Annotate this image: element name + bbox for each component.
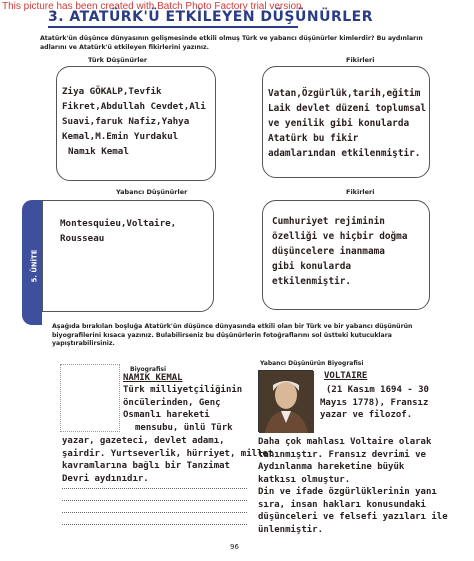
turkish-photo-box [60,364,120,432]
ideas-heading-foreign: Fikirleri [346,188,375,196]
foreign-bio-line: Din ve ifade özgürlüklerinin yanı [258,487,437,497]
foreign-bio-body [258,436,448,536]
turkish-bio-line: yazar, gazeteci, devlet adamı, [62,436,225,446]
foreign-bio-line: (21 Kasım 1694 - 30 [326,385,429,395]
turkish-bio-line: Osmanlı hareketi [123,410,210,420]
turkish-ideas-list [268,86,426,161]
turkish-thinkers-list [62,84,206,159]
foreign-bio-name: VOLTAIRE [324,371,368,381]
foreign-bio-line: sıra, insan hakları konusundaki [258,499,426,510]
page-number: 96 [230,543,239,551]
biography-instructions: Aşağıda bırakılan boşluğa Atatürk'ün düşünce dünyasında etkili olan bir Türk ve bir yabancı düşünürün biyografilerini kısaca yazınız. Bulabilirseniz bu düşünürlerin fotoğraflarını sol üstteki kutucuklara yapıştırabilirsiniz. [52,323,413,347]
foreign-ideas-line: gibi konularda [272,261,352,272]
turkish-thinkers-line: Namık Kemal [68,146,129,157]
title-underline [48,26,298,28]
turkish-bio-line: öncülerinden, Genç [123,397,221,408]
voltaire-portrait [258,370,313,432]
turkish-thinkers-heading: Türk Düşünürler [88,56,148,64]
foreign-ideas-line: etkilenmiştir. [272,276,352,287]
turkish-bio-line: mensubu, ünlü Türk [135,422,233,433]
turkish-thinkers-line: Fikret,Abdullah Cevdet,Ali [62,101,206,112]
turkish-bio-line: şairdir. Yurtseverlik, hürriyet, millet [62,448,274,459]
turkish-ideas-line: adamlarından etkilenmiştir. [268,148,421,159]
foreign-thinkers-heading: Yabancı Düşünürler [116,188,188,196]
foreign-ideas-line: özelliği ve hiçbir doğma [272,231,408,242]
foreign-thinkers-line: Rousseau [60,233,105,244]
intro-text: Atatürk'ün düşünce dünyasının gelişmesinde etkili olmuş Türk ve yabancı düşünürler kimlerdir? Bu aydınların adlarını ve Atatürk'ü etkileyen fikirlerini yazınız. [40,35,423,51]
blank-line [62,488,247,489]
turkish-bio-line: Türk milliyetçiliğinin [123,385,243,395]
foreign-ideas-line: düşüncelere inanmama [272,246,385,257]
turkish-bio-heading: Biyografisi [130,366,167,373]
turkish-bio-line: Devri aydınıdır. [62,473,149,484]
turkish-bio-blank-lines [62,488,247,525]
page-title: 3. ATATÜRK'Ü ETKİLEYEN DÜŞÜNÜRLER [48,9,373,25]
turkish-ideas-line: ve yenilik gibi konularda [268,118,410,129]
blank-line [62,512,247,513]
foreign-thinkers-line: Montesquieu,Voltaire, [60,218,177,229]
foreign-bio-line: Mayıs 1778), Fransız [320,397,429,408]
unit-tab-label: 5. ÜNİTE [30,249,39,283]
turkish-bio-intro [123,384,242,434]
turkish-bio-line: kavramlarına bağlı bir Tanzimat [62,461,230,471]
foreign-bio-line: katkısı olmuştur. [258,474,351,485]
turkish-ideas-line: Atatürk bu fikir [268,133,359,144]
turkish-bio-body [62,435,273,485]
foreign-bio-line: tanınmıştır. Fransız devrimi ve [258,449,426,460]
turkish-thinkers-line: Kemal,M.Emin Yurdakul [62,131,179,142]
foreign-bio-intro [320,384,429,422]
blank-line [62,524,247,525]
portrait-image [259,371,314,433]
foreign-ideas-line: Cumhuriyet rejiminin [272,216,385,227]
turkish-ideas-line: Vatan,Özgürlük,tarih,eğitim [268,88,421,99]
foreign-thinkers-list [60,216,176,246]
turkish-bio-name: NAMIK KEMAL [123,373,183,383]
ideas-heading-turkish: Fikirleri [346,56,375,64]
foreign-bio-line: Daha çok mahlası Voltaire olarak [258,437,432,447]
foreign-bio-line: yazar ve filozof. [320,410,413,420]
trial-watermark: This picture has been created with Batch Photo Factory trial version [2,1,302,12]
foreign-bio-line: Aydınlanma hareketine büyük [258,462,405,472]
turkish-thinkers-line: Ziya GÖKALP,Tevfik [62,86,162,97]
foreign-bio-heading: Yabancı Düşünürün Biyografisi [260,360,364,367]
foreign-ideas-list [272,214,407,289]
turkish-ideas-line: Laik devlet düzeni toplumsal [268,103,427,114]
foreign-bio-line: ünlenmiştir. [258,524,324,535]
blank-line [62,500,247,501]
foreign-bio-line: düşünceleri ve felsefi yazıları ile [258,512,448,522]
turkish-thinkers-line: Suavi,faruk Nafiz,Yahya [62,116,190,127]
